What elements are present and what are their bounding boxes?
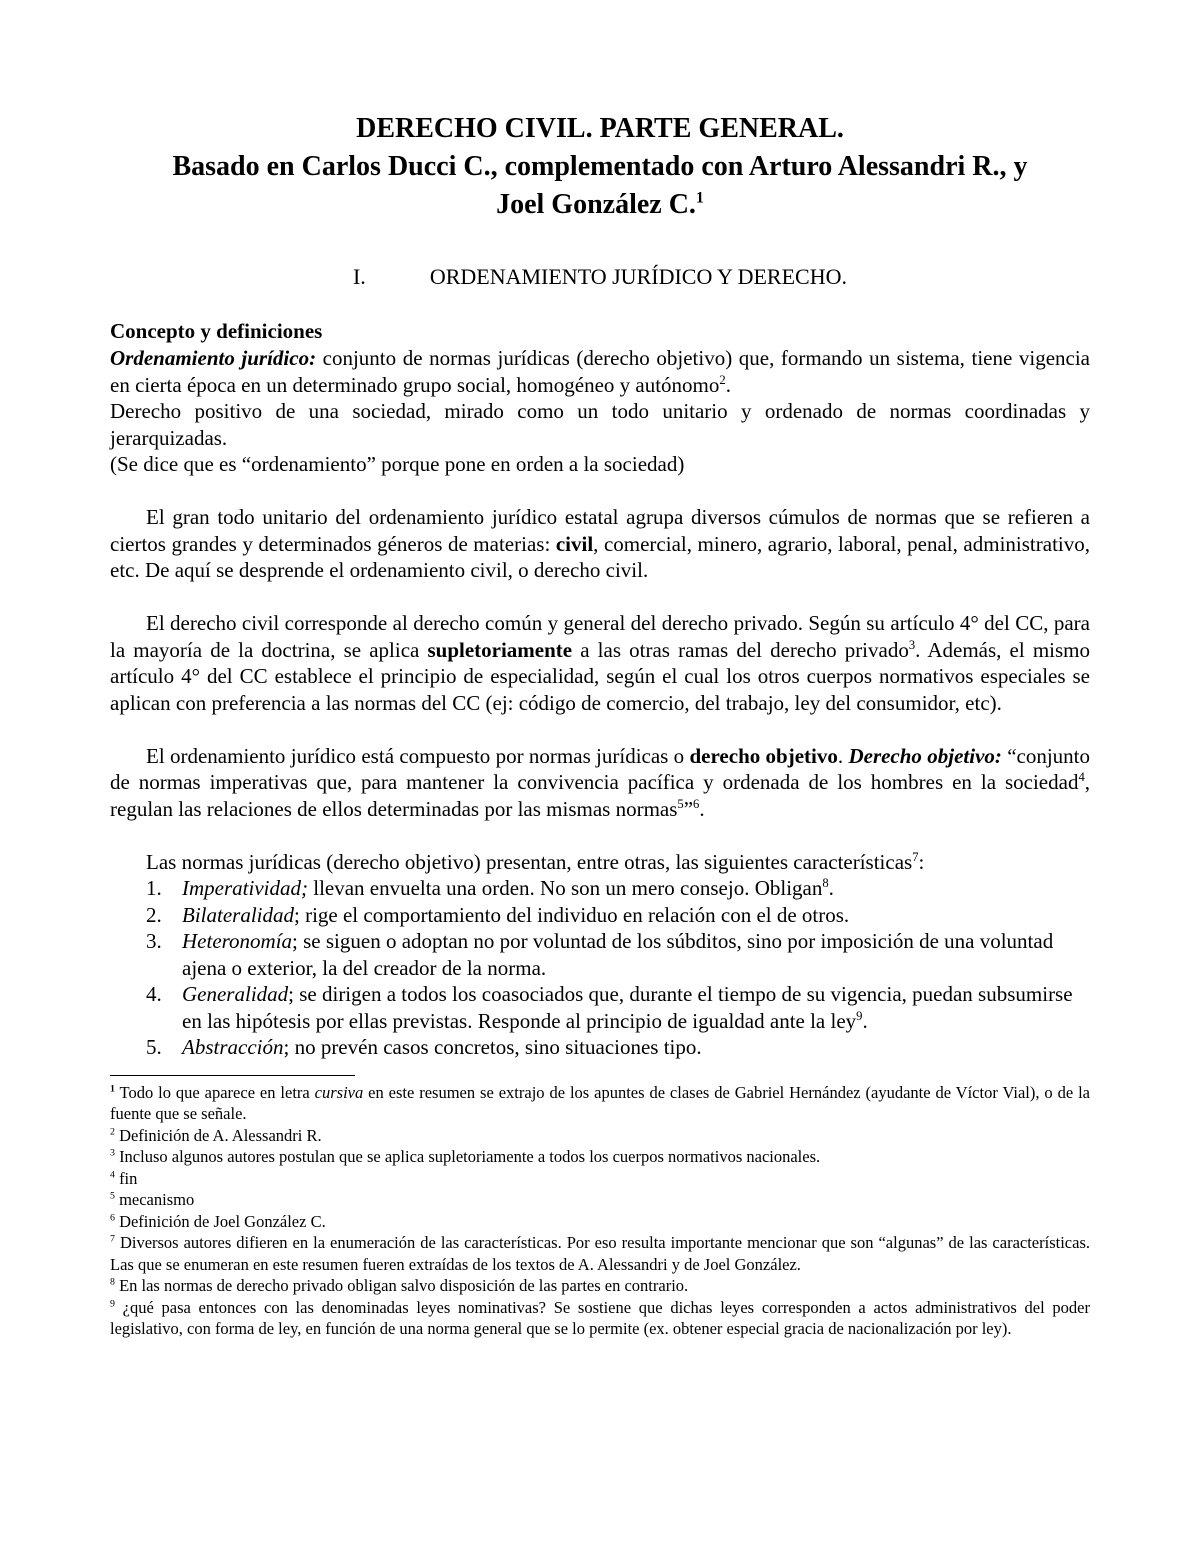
footnote-number: 9	[110, 1298, 115, 1309]
footnote-text: Diversos autores difieren en la enumeración de las características. Por eso resulta importante mencionar que son “algunas” de las características. Las que se enumeran en este resumen fueren extraídas de los textos de A. Alessandri y de Joel González.	[110, 1233, 1090, 1274]
footnote-text: Todo lo que aparece en letra	[114, 1082, 315, 1102]
footnotes	[110, 1082, 1090, 1340]
footnote-ref-6[interactable]: 6	[693, 796, 700, 811]
footnote-number: 6	[110, 1212, 115, 1223]
title-line-2: Basado en Carlos Ducci C., complementado con Arturo Alessandri R., y	[172, 151, 1028, 182]
list-term: Bilateralidad	[182, 902, 294, 927]
list-number: 2.	[146, 902, 162, 927]
footnote-number: 7	[110, 1233, 115, 1245]
section-heading: Concepto y definiciones	[110, 319, 323, 343]
list-end: .	[862, 1008, 868, 1033]
list-text: ; se dirigen a todos los coasociados que, durante el tiempo de su vigencia, puedan subsumirse en las hipótesis por ellas previstas. Responde al principio de igualdad ante la ley	[182, 982, 1073, 1033]
footnote-ref-8[interactable]: 8	[822, 876, 829, 890]
p1-text-b: , comercial, minero, agrario, laboral, penal, administrativo, etc. De aquí se desprende el ordenamiento civil, o derecho civil.	[110, 531, 1090, 582]
paragraph-3	[110, 743, 1090, 823]
footnote-2	[110, 1125, 1090, 1147]
list-term: Imperatividad;	[182, 876, 308, 900]
footnote-ref-2[interactable]: 2	[719, 372, 726, 387]
footnote-divider	[110, 1075, 355, 1076]
list-text: ; no prevén casos concretos, sino situaciones tipo.	[283, 1035, 702, 1059]
p2-text-c: . Además, el mismo artículo 4° del CC establece el principio de especialidad, según el cual los otros cuerpos normativos especiales se aplican con preferencia a las normas del CC (ej: código de comercio, del trabajo, ley del consumidor, etc).	[110, 637, 1090, 715]
footnote-text: mecanismo	[114, 1190, 195, 1209]
footnote-7	[110, 1232, 1090, 1275]
list-number: 1.	[146, 876, 162, 900]
footnote-number: 1	[110, 1083, 115, 1094]
p2-text-a: El derecho civil corresponde al derecho común y general del derecho privado. Según su artículo 4° del CC, para la mayoría de la doctrina, se aplica	[110, 611, 1090, 662]
footnote-number: 2	[110, 1126, 115, 1137]
definition-line-3: (Se dice que es “ordenamiento” porque pone en orden a la sociedad)	[110, 452, 685, 476]
definition-text: conjunto de normas jurídicas (derecho objetivo) que, formando un sistema, tiene vigencia en cierta época en un determinado grupo social, homogéneo y autónomo	[110, 346, 1090, 397]
footnote-5	[110, 1189, 1090, 1211]
list-term: Generalidad	[182, 982, 289, 1006]
definition-end: .	[725, 372, 731, 397]
title-line-3: Joel González C.	[496, 189, 696, 220]
list-number: 4.	[146, 982, 162, 1006]
p1-bold: civil	[555, 531, 594, 556]
list-term: Abstracción	[182, 1035, 284, 1059]
title-line-1: DERECHO CIVIL. PARTE GENERAL.	[356, 113, 844, 144]
list-intro-text: Las normas jurídicas (derecho objetivo) presentan, entre otras, las siguientes características	[146, 849, 913, 874]
footnote-text: Definición de A. Alessandri R.	[114, 1125, 322, 1145]
footnote-8	[110, 1275, 1090, 1297]
footnote-ref-5[interactable]: 5	[677, 796, 684, 811]
list-item	[110, 928, 1090, 981]
footnote-ref-9[interactable]: 9	[856, 1008, 863, 1023]
list-item	[110, 1034, 1090, 1061]
footnote-ref-7[interactable]: 7	[912, 849, 919, 864]
footnote-ref-3[interactable]: 3	[908, 637, 916, 652]
footnote-1	[110, 1082, 1090, 1125]
list-intro-end: :	[918, 849, 925, 874]
footnote-text: ¿qué pasa entonces con las denominadas leyes nominativas? Se sostiene que dichas leyes corresponden a actos administrativos del poder legislativo, con forma de ley, en función de una norma general que se lo permite (ex. obtener especial gracia de nacionalización por ley).	[110, 1297, 1090, 1338]
p3-bold: derecho objetivo	[689, 743, 838, 768]
definition-paragraph	[110, 345, 1090, 398]
footnote-text: Incluso algunos autores postulan que se aplica supletoriamente a todos los cuerpos normativos nacionales.	[114, 1147, 821, 1166]
footnote-3	[110, 1146, 1090, 1168]
list-term: Heteronomía	[182, 929, 293, 953]
list-item	[110, 981, 1090, 1034]
characteristics-list	[110, 875, 1090, 1061]
chapter-title: ORDENAMIENTO JURÍDICO Y DERECHO.	[429, 264, 847, 289]
footnote-text: en este resumen se extrajo de los apuntes de clases de Gabriel Hernández (ayudante de Víctor Vial), o de la fuente que se señale.	[110, 1082, 1090, 1123]
footnote-number: 8	[110, 1276, 115, 1288]
footnote-italic: cursiva	[314, 1082, 364, 1102]
p3-text-a: El ordenamiento jurídico está compuesto por normas jurídicas o	[146, 743, 690, 768]
p3-term: Derecho objetivo:	[848, 743, 1002, 768]
definition-line-2: Derecho positivo de una sociedad, mirado como un todo unitario y ordenado de normas coordinadas y jerarquizadas.	[110, 399, 1090, 450]
footnote-4	[110, 1168, 1090, 1190]
p3-text-b: .	[837, 743, 849, 768]
p3-text-d: , regulan las relaciones de ellos determinadas por las mismas normas	[110, 770, 1090, 821]
footnote-number: 4	[110, 1169, 115, 1180]
document-title	[110, 110, 1090, 224]
list-number: 5.	[146, 1035, 162, 1059]
chapter-heading	[110, 262, 1090, 292]
p1-text-a: El gran todo unitario del ordenamiento jurídico estatal agrupa diversos cúmulos de normas que se refieren a ciertos grandes y determinados géneros de materias:	[110, 505, 1090, 556]
footnote-ref-1[interactable]: 1	[695, 189, 704, 207]
list-text: llevan envuelta una orden. No son un mero consejo. Obligan	[307, 876, 823, 900]
list-text: ; rige el comportamiento del individuo en relación con el de otros.	[294, 902, 850, 927]
p2-bold: supletoriamente	[427, 637, 573, 662]
footnote-number: 3	[110, 1147, 115, 1159]
footnote-text: fin	[114, 1168, 138, 1188]
document-page	[110, 110, 1090, 1340]
list-end: .	[828, 876, 834, 900]
chapter-number: I.	[352, 264, 366, 289]
list-item	[110, 902, 1090, 929]
footnote-9	[110, 1297, 1090, 1340]
footnote-6	[110, 1211, 1090, 1233]
list-item	[110, 875, 1090, 902]
p3-text-e: ”	[683, 796, 694, 821]
footnote-number: 5	[110, 1190, 115, 1202]
paragraph-1	[110, 504, 1090, 584]
footnote-text: Definición de Joel González C.	[114, 1211, 326, 1231]
paragraph-2	[110, 610, 1090, 716]
p3-text-f: .	[699, 796, 705, 821]
list-text: ; se siguen o adoptan no por voluntad de los súbditos, sino por imposición de una voluntad ajena o exterior, la del creador de la norma.	[182, 929, 1054, 980]
list-intro	[110, 849, 1090, 876]
list-number: 3.	[146, 929, 162, 953]
p3-text-c: “conjunto de normas imperativas que, para mantener la convivencia pacífica y ordenada de los hombres en la sociedad	[110, 743, 1091, 794]
p2-text-b: a las otras ramas del derecho privado	[572, 637, 909, 662]
definition-term: Ordenamiento jurídico:	[110, 346, 317, 370]
footnote-ref-4[interactable]: 4	[1078, 770, 1085, 784]
footnote-text: En las normas de derecho privado obligan salvo disposición de las partes en contrario.	[114, 1276, 689, 1295]
